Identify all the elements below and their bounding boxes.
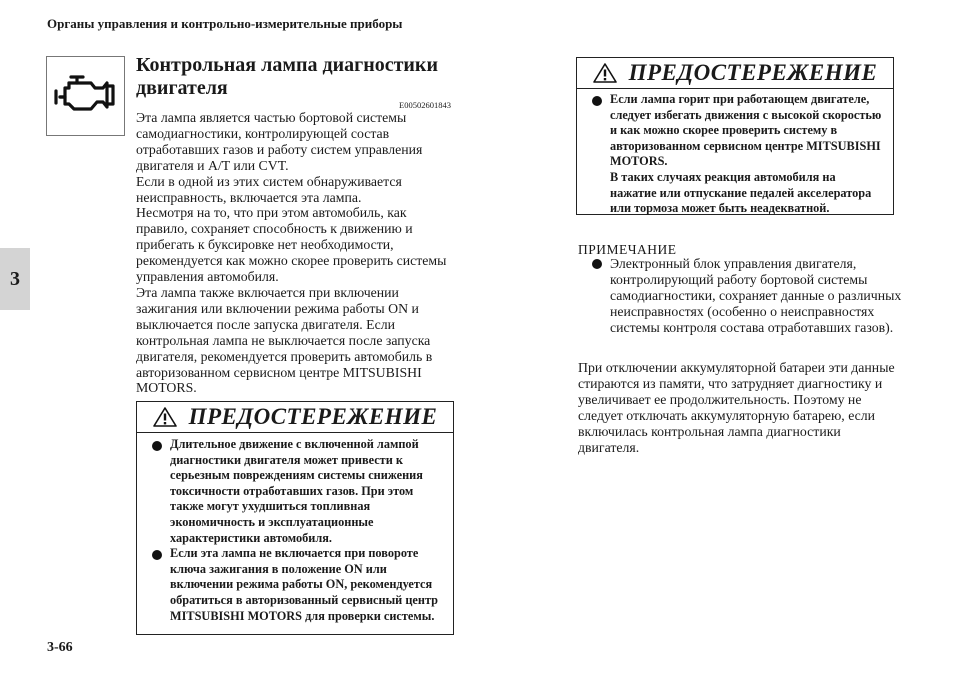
paragraph: Эта лампа является частью бортовой системы самодиагностики, контролирующей состав отработавших газов и работу систем управления двигателя и A/T или CVT. — [136, 110, 423, 173]
warning-item: Если эта лампа не включается при повороте ключа зажигания в положение ON или включении режима работы ON, рекомендуется обратиться в авторизованный сервисный центр MITSUBISHI MOTORS для проверки системы. — [137, 546, 445, 624]
warning-body — [137, 433, 453, 624]
paragraph: Несмотря на то, что при этом автомобиль, как правило, сохраняет способность к движению и прибегать к буксировке нет необходимости, рекомендуется как можно скорее проверить системы управления автомобиля. — [136, 205, 447, 285]
chapter-tab: 3 — [0, 248, 30, 310]
warning-triangle-icon — [153, 407, 177, 427]
engine-check-icon — [53, 71, 119, 119]
warning-header — [137, 402, 453, 433]
note-item: Электронный блок управления двигателя, контролирующий работу бортовой системы самодиагностики, сохраняет данные о различных неисправностях (особенно о неисправностях системы контроля состава отработавших газов). — [590, 256, 910, 336]
warning-item: В таких случаях реакция автомобиля на нажатие или отпускание педалей акселератора или тормоза может быть неадекватной. — [610, 169, 872, 216]
bullet-icon — [592, 259, 602, 269]
paragraph: Если в одной из этих систем обнаруживается неисправность, включается эта лампа. — [136, 173, 402, 205]
note-label: ПРИМЕЧАНИЕ — [578, 242, 677, 257]
warning-header — [577, 58, 893, 89]
bullet-icon — [592, 96, 602, 106]
warning-triangle-icon — [593, 63, 617, 83]
warning-box-left — [136, 401, 454, 635]
warning-item: Длительное движение с включенной лампой диагностики двигателя может привести к серьезным повреждениям системы снижения токсичности отработавших газов. При этом также могут ухудшиться топливная экономичность и эксплуатационные характеристики автомобиля. — [137, 437, 445, 546]
note-paragraph: При отключении аккумуляторной батареи эти данные стираются из памяти, что затрудняет диагностику и увеличивает ее продолжительность. Поэтому не следует отключать аккумуляторную батарею, если включилась контрольная лампа диагностики двигателя. — [578, 360, 895, 455]
warning-box-right — [576, 57, 894, 215]
warning-title: ПРЕДОСТЕРЕЖЕНИЕ — [188, 404, 438, 429]
running-header: Органы управления и контрольно-измерительные приборы — [47, 16, 403, 31]
paragraph: Эта лампа также включается при включении зажигания или включении режима работы ON и выключается после запуска двигателя. Если контрольная лампа не выключается после запуска двигателя, рекомендуется проверить автомобиль в авторизованном сервисном центре MITSUBISHI MOTORS. — [136, 284, 433, 396]
engine-check-icon-box — [46, 56, 125, 136]
warning-item: Если лампа горит при работающем двигателе, следует избегать движения с высокой скоростью и как можно скорее проверить систему в авторизованном сервисном центре MITSUBISHI MOTORS. — [577, 92, 885, 170]
warning-body — [577, 89, 893, 217]
bullet-icon — [152, 550, 162, 560]
page-number: 3-66 — [47, 640, 73, 655]
section-code: E00502601843 — [399, 100, 451, 110]
bullet-icon — [152, 441, 162, 451]
warning-title: ПРЕДОСТЕРЕЖЕНИЕ — [628, 60, 878, 85]
section-title: Контрольная лампа диагностики двигателя — [136, 54, 438, 99]
section-body — [136, 110, 456, 396]
